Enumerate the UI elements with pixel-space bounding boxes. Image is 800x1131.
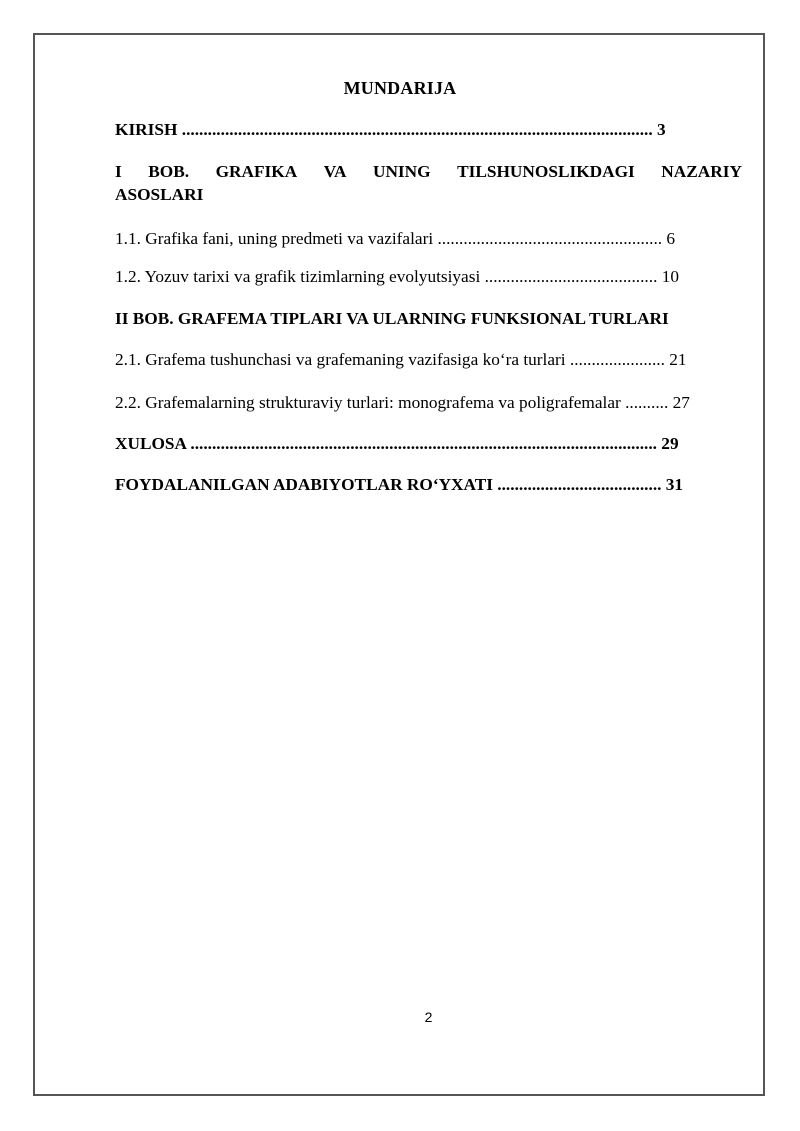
toc-entry-kirish: KIRISH ............................................................................................................. 3 <box>115 120 666 139</box>
toc-entry-xulosa: XULOSA ............................................................................................................ 29 <box>115 434 679 453</box>
toc-chapter-1-word: GRAFIKA <box>215 162 298 181</box>
page-title: MUNDARIJA <box>343 78 457 98</box>
toc-chapter-1-word: NAZARIY <box>661 162 742 181</box>
toc-chapter-1 <box>115 160 742 206</box>
toc-chapter-2: II BOB. GRAFEMA TIPLARI VA ULARNING FUNKSIONAL TURLARI <box>115 309 669 328</box>
toc-chapter-1-line-1 <box>115 160 742 183</box>
toc-entry-section-2-1: 2.1. Grafema tushunchasi va grafemaning vazifasiga ko‘ra turlari ...................... 21 <box>115 350 687 369</box>
toc-chapter-1-word: VA <box>323 162 347 181</box>
page-number: 2 <box>424 1009 433 1025</box>
toc-entry-section-2-2: 2.2. Grafemalarning strukturaviy turlari: monografema va poligrafemalar .......... 27 <box>115 393 690 412</box>
toc-chapter-1-word: TILSHUNOSLIKDAGI <box>457 162 635 181</box>
toc-chapter-1-line-2: ASOSLARI <box>115 185 204 204</box>
toc-chapter-1-word: I <box>115 162 122 181</box>
toc-entry-section-1-2: 1.2. Yozuv tarixi va grafik tizimlarning evolyutsiyasi ........................................ 10 <box>115 267 679 286</box>
toc-chapter-1-word: BOB. <box>148 162 190 181</box>
toc-entry-adabiyotlar: FOYDALANILGAN ADABIYOTLAR RO‘YXATI ...................................... 31 <box>115 475 684 494</box>
toc-entry-section-1-1: 1.1. Grafika fani, uning predmeti va vazifalari .................................................... 6 <box>115 229 676 248</box>
toc-chapter-1-word: UNING <box>372 162 431 181</box>
